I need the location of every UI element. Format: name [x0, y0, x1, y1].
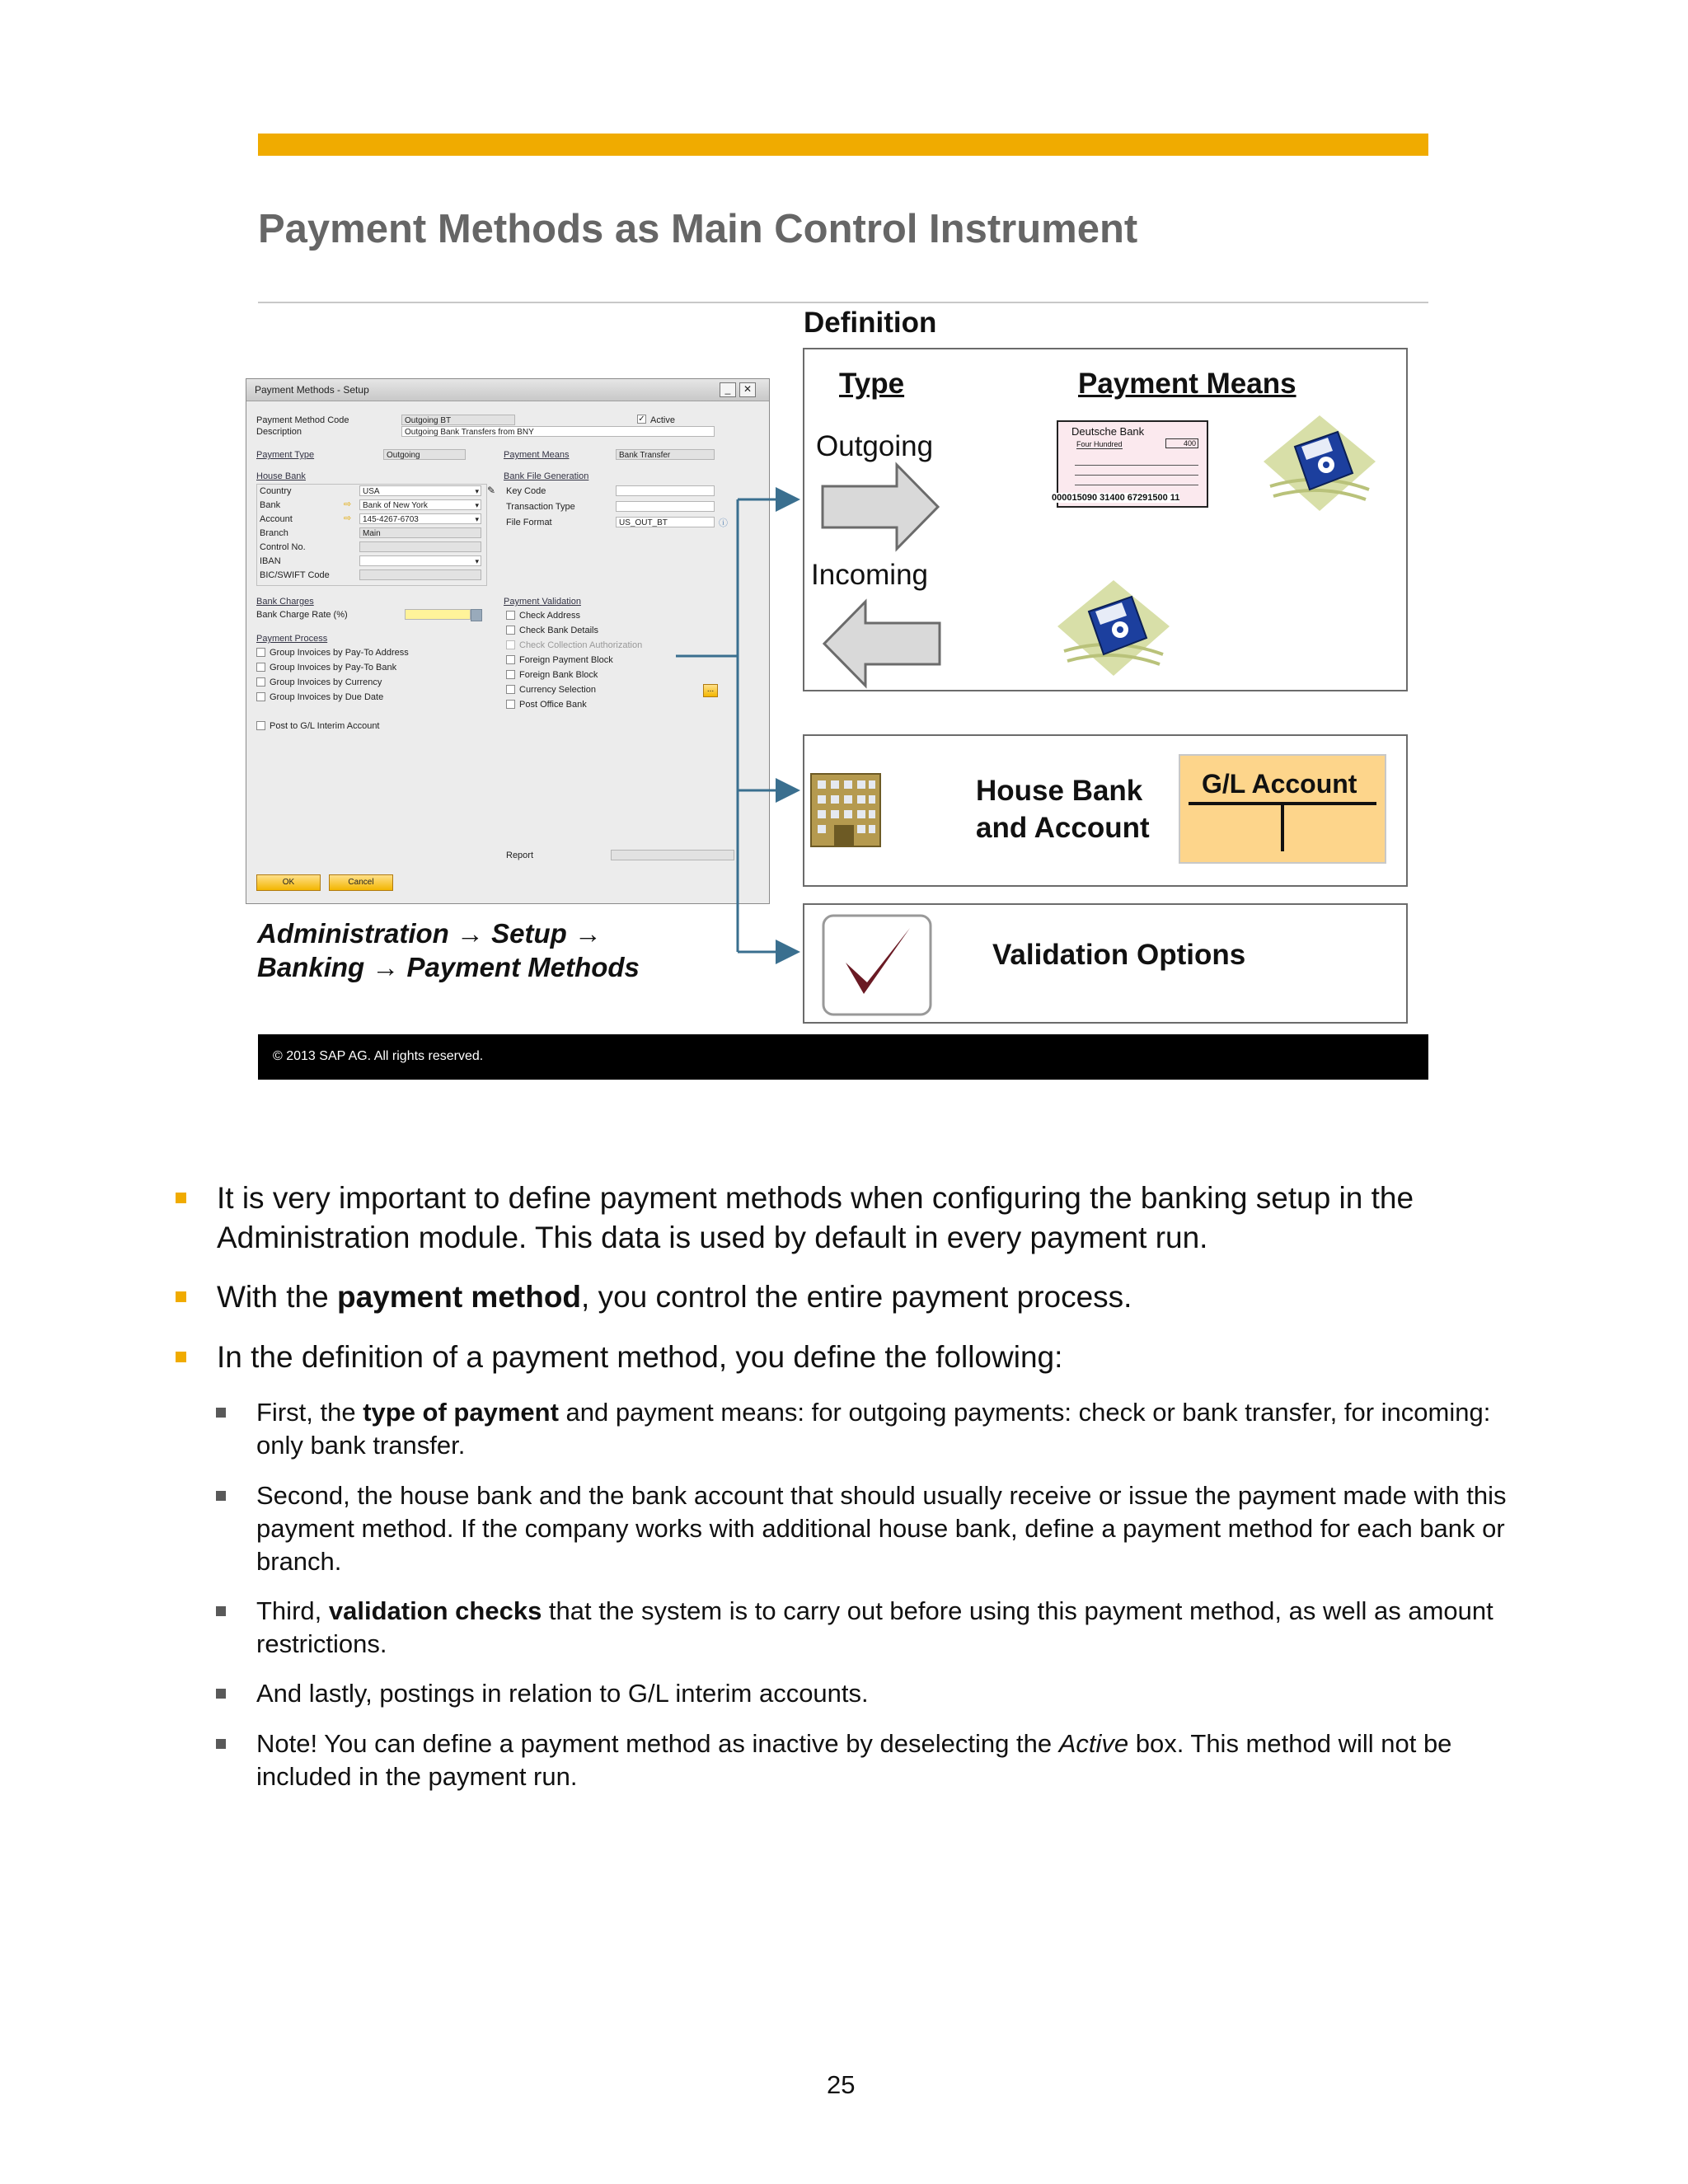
incoming-label: Incoming [811, 559, 929, 591]
bank-file-generation-label: Bank File Generation [504, 471, 589, 481]
process-checkbox[interactable] [256, 692, 265, 701]
branch-label: Branch [260, 528, 288, 538]
control-no-field[interactable] [359, 541, 481, 552]
validation-option: Foreign Bank Block [519, 670, 598, 680]
checkmark-icon [821, 913, 933, 1017]
validation-checkbox[interactable] [506, 670, 515, 679]
post-gl-label: Post to G/L Interim Account [270, 721, 380, 731]
incoming-diskette-icon [1056, 579, 1171, 686]
navigation-path [257, 916, 640, 984]
sub-bullet-text: And lastly, postings in relation to G/L interim accounts. [256, 1679, 869, 1708]
cheque-micr-line: 000015090 31400 67291500 11 [1052, 493, 1180, 503]
bank-building-icon [808, 771, 884, 850]
payment-means-field[interactable]: Bank Transfer [616, 449, 715, 460]
validation-option: Check Collection Authorization [519, 640, 643, 650]
house-bank-line1: House Bank [976, 775, 1143, 807]
active-label: Active [650, 415, 675, 425]
process-checkbox[interactable] [256, 648, 265, 657]
house-bank-title [976, 772, 1150, 846]
title-rule [258, 302, 1428, 303]
house-bank-label: House Bank [256, 471, 306, 481]
sub-bullet-marker [216, 1491, 226, 1501]
payment-method-code-field[interactable]: Outgoing BT [401, 415, 515, 425]
payment-type-field[interactable]: Outgoing [383, 449, 466, 460]
process-checkbox[interactable] [256, 677, 265, 687]
validation-option: Check Address [519, 611, 580, 621]
control-no-label: Control No. [260, 542, 306, 552]
active-checkbox[interactable]: ✓ [638, 415, 645, 424]
gl-account-label: G/L Account [1202, 769, 1357, 799]
sub-bullet-text: First, the type of payment and payment means: for outgoing payments: check or bank transfer, for incoming: only bank transfer. [256, 1398, 1491, 1460]
type-header: Type [839, 368, 905, 400]
copyright-text: © 2013 SAP AG. All rights reserved. [273, 1049, 484, 1063]
sub-bullet-text: Third, validation checks that the system is to carry out before using this payment method, as well as amount restrictions. [256, 1596, 1493, 1658]
window-title: Payment Methods - Setup [255, 384, 369, 396]
description-label: Description [256, 427, 302, 437]
bic-label: BIC/SWIFT Code [260, 570, 330, 580]
definition-label: Definition [804, 307, 937, 339]
ok-button[interactable]: OK [256, 874, 321, 891]
validation-option: Post Office Bank [519, 700, 587, 710]
bank-charge-rate-field[interactable] [405, 609, 471, 620]
sub-bullet-marker [216, 1739, 226, 1749]
link-arrow-icon[interactable]: ⇨ [344, 513, 352, 523]
bullet-marker [176, 1193, 186, 1203]
transaction-type-label: Transaction Type [506, 502, 575, 512]
payment-type-label: Payment Type [256, 450, 315, 460]
key-code-label: Key Code [506, 486, 546, 496]
validation-option: Check Bank Details [519, 626, 598, 635]
validation-checkbox[interactable] [506, 640, 515, 649]
bullet-text: In the definition of a payment method, you define the following: [217, 1340, 1063, 1374]
file-format-label: File Format [506, 518, 552, 527]
sub-bullet-marker [216, 1606, 226, 1616]
bank-transfer-diskette-icon [1262, 414, 1377, 521]
outgoing-label: Outgoing [816, 430, 934, 462]
validation-checkbox[interactable] [506, 685, 515, 694]
payment-process-label: Payment Process [256, 634, 328, 644]
validation-checkbox[interactable] [506, 700, 515, 709]
slide-top-bar [258, 134, 1428, 156]
bic-field[interactable] [359, 569, 481, 580]
sub-bullet-marker [216, 1689, 226, 1699]
bullet-marker [176, 1352, 186, 1362]
process-option: Group Invoices by Due Date [270, 692, 384, 702]
country-label: Country [260, 486, 292, 496]
bank-charges-label: Bank Charges [256, 597, 314, 607]
sub-bullet-text: Second, the house bank and the bank account that should usually receive or issue the payment made with this payment method. If the company works with additional house bank, define a payment method for each bank or branch. [256, 1481, 1507, 1576]
description-field[interactable]: Outgoing Bank Transfers from BNY [401, 426, 715, 437]
gl-account-t-account [1179, 754, 1386, 864]
payment-method-code-label: Payment Method Code [256, 415, 349, 425]
validation-checkbox[interactable] [506, 655, 515, 664]
currency-selection-button[interactable]: ... [703, 684, 718, 697]
navigation-path-line2: Banking → Payment Methods [257, 952, 640, 982]
cheque-icon [1052, 420, 1208, 508]
house-bank-box [803, 734, 1408, 887]
sub-bullet-marker [216, 1408, 226, 1418]
page-number: 25 [827, 2070, 856, 2099]
outgoing-arrow-icon [821, 462, 945, 552]
bullet-text: With the payment method, you control the entire payment process. [217, 1280, 1132, 1314]
file-format-field[interactable]: US_OUT_BT [616, 517, 715, 527]
bank-label: Bank [260, 500, 281, 510]
account-select[interactable]: 145-4267-6703 ▾ [359, 513, 481, 524]
branch-field[interactable]: Main [359, 527, 481, 538]
definition-box [803, 348, 1408, 691]
cheque-amount: 400 [1165, 438, 1198, 448]
validation-options-box [803, 903, 1408, 1024]
house-bank-line2: and Account [976, 812, 1150, 844]
bullet-text: It is very important to define payment methods when configuring the banking setup in the Administration module. This data is used by default in every payment run. [217, 1181, 1414, 1254]
close-icon[interactable]: ✕ [739, 382, 756, 397]
validation-checkbox[interactable] [506, 626, 515, 635]
validation-option: Currency Selection [519, 685, 596, 695]
iban-select[interactable] [359, 555, 481, 566]
connector-lines [676, 478, 808, 964]
iban-label: IBAN [260, 556, 281, 566]
validation-option: Foreign Payment Block [519, 655, 613, 665]
link-arrow-icon[interactable]: ⇨ [344, 499, 352, 509]
account-label: Account [260, 514, 293, 524]
bank-select[interactable]: Bank of New York ▾ [359, 499, 481, 510]
payment-validation-label: Payment Validation [504, 597, 581, 607]
cheque-amount-words: Four Hundred [1076, 440, 1123, 448]
cancel-button[interactable]: Cancel [329, 874, 393, 891]
incoming-arrow-icon [823, 598, 946, 689]
validation-checkbox[interactable] [506, 611, 515, 620]
slide-title: Payment Methods as Main Control Instrument [258, 207, 1138, 251]
navigation-path-line1: Administration → Setup → [257, 918, 603, 949]
minimize-icon[interactable]: _ [720, 382, 736, 397]
validation-options-label: Validation Options [992, 939, 1246, 971]
window-title-bar [246, 379, 769, 401]
sub-bullet-text: Note! You can define a payment method as inactive by deselecting the Active box. This method will not be included in the payment run. [256, 1729, 1452, 1791]
post-gl-checkbox[interactable] [256, 721, 265, 730]
bank-charge-rate-label: Bank Charge Rate (%) [256, 610, 348, 620]
report-label: Report [506, 851, 534, 860]
help-icon[interactable]: ⓘ [719, 518, 728, 528]
country-select[interactable]: USA ▾ [359, 485, 481, 496]
process-option: Group Invoices by Pay-To Address [270, 648, 409, 658]
edit-icon[interactable]: ✎ [487, 485, 496, 496]
process-option: Group Invoices by Pay-To Bank [270, 663, 397, 673]
calculator-icon[interactable] [471, 609, 482, 621]
cheque-bank-name: Deutsche Bank [1071, 425, 1145, 438]
payment-means-label: Payment Means [504, 450, 570, 460]
slide-footer [258, 1034, 1428, 1080]
process-option: Group Invoices by Currency [270, 677, 382, 687]
process-checkbox[interactable] [256, 663, 265, 672]
bullet-marker [176, 1291, 186, 1302]
payment-means-header: Payment Means [1078, 368, 1296, 400]
